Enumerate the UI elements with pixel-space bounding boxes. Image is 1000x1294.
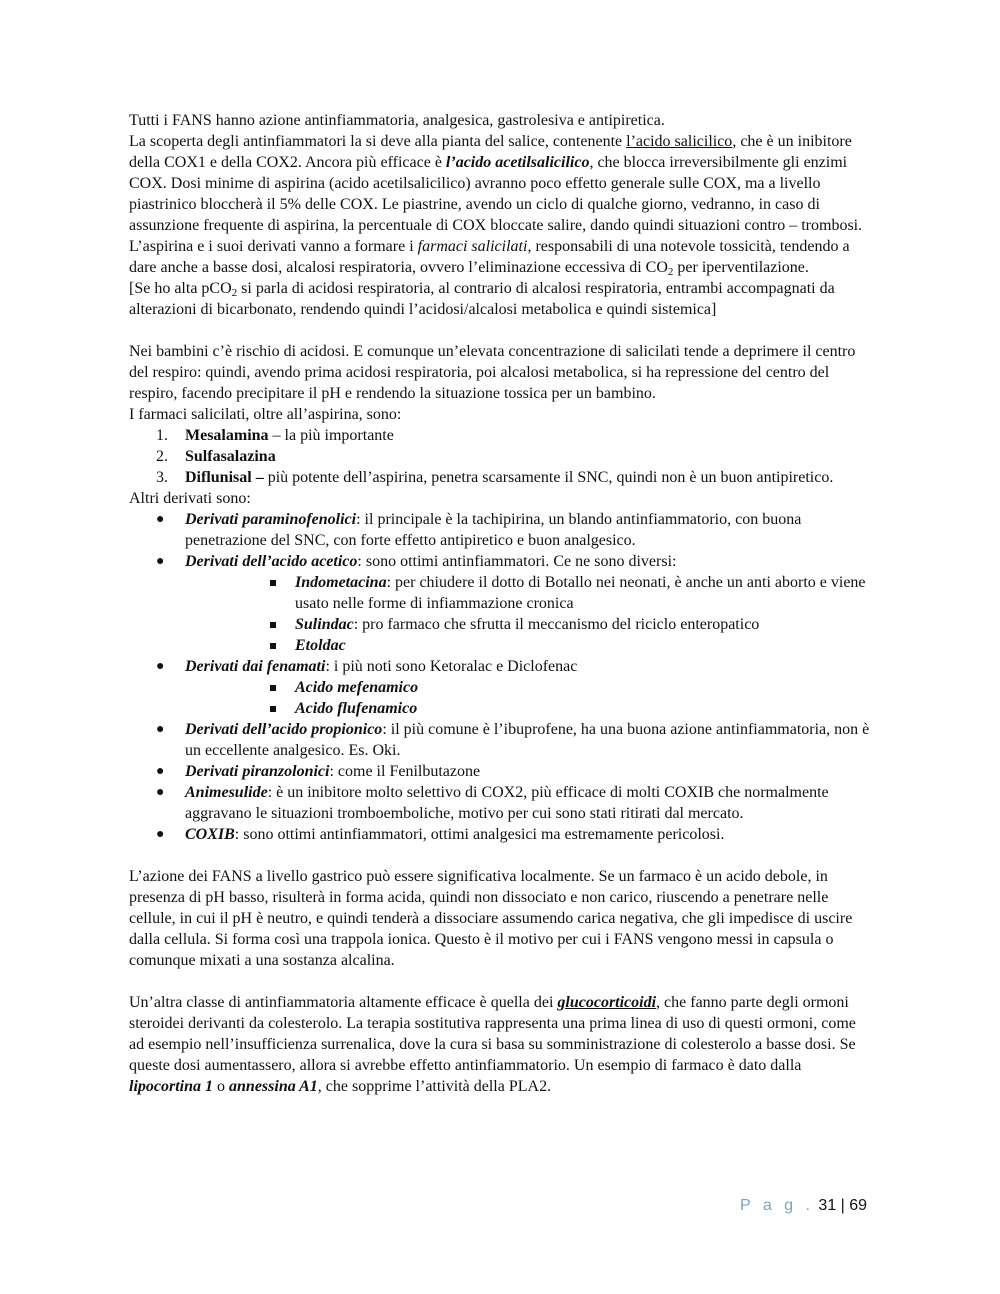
term-annessina: annessina A1 xyxy=(229,1078,318,1095)
list-item: 3. Diflunisal – più potente dell’aspirina, penetra scarsamente il SNC, quindi non è un buon antipiretico. xyxy=(156,469,834,486)
sublist-fenamati xyxy=(129,677,874,719)
bullet-list-derivati xyxy=(129,509,874,572)
list-item: ● Derivati paraminofenolici: il principale è la tachipirina, un blando antinfiammatorio, con buona penetrazione del SNC, con forte effetto antipiretico e buon analgesico. xyxy=(156,511,802,549)
term-farmaci-salicilati: farmaci salicilati xyxy=(417,238,528,255)
line-fans-actions: Tutti i FANS hanno azione antinfiammatoria, analgesica, gastrolesiva e antipiretica. xyxy=(129,112,665,129)
term-acido-acetilsalicilico: l’acido acetilsalicilico xyxy=(445,154,590,171)
page-content xyxy=(129,110,874,1097)
list-item: Etoldac xyxy=(129,635,874,656)
paragraph-pco2-note: [Se ho alta pCO$_2$ si parla di acidosi respiratoria, al contrario di alcalosi respiratoria, entrambi accompagnati da alterazioni di bicarbonato, rendendo quindi l’acidosi/alcalosi metabolica e quindi sistemica] xyxy=(129,280,835,318)
list-item: Indometacina: per chiudere il dotto di Botallo nei neonati, è anche un anti aborto e viene usato nelle forme di infiammazione cronica xyxy=(129,572,874,614)
page-separator: | xyxy=(840,1197,845,1214)
bullet-icon: ● xyxy=(156,827,165,842)
list-item: ● Derivati dai fenamati: i più noti sono Ketoralac e Diclofenac xyxy=(156,658,578,675)
paragraph-fans-intro xyxy=(129,110,874,320)
bullet-icon: ● xyxy=(156,785,165,800)
underlined-acido-salicilico: l’acido salicilico xyxy=(626,133,733,150)
bullet-icon: ● xyxy=(156,722,165,737)
list-item: ● Derivati dell’acido propionico: il più comune è l’ibuprofene, ha una buona azione antinfiammatoria, non è un eccellente analgesico. Es. Oki. xyxy=(156,721,870,759)
page-number: 31 xyxy=(818,1197,837,1214)
list-item: Acido flufenamico xyxy=(129,698,874,719)
list-item: ● Derivati dell’acido acetico: sono ottimi antinfiammatori. Ce ne sono diversi: xyxy=(156,553,677,570)
list-item: 2. Sulfasalazina xyxy=(156,448,276,465)
list-item: ● Animesulide: è un inibitore molto selettivo di COX2, più efficace di molti COXIB che normalmente aggravano le situazioni tromboemboliche, motivo per cui sono stati ritirati dal mercato. xyxy=(156,784,829,822)
paragraph-glucocorticoidi: Un’altra classe di antinfiammatoria altamente efficace è quella dei glucocorticoidi, che fanno parte degli ormoni steroidei derivanti da colesterolo. La terapia sostitutiva rappresenta una prima linea di uso di questi ormoni, come ad esempio nell’insufficienza surrenalica, dove la cura si basa su somministrazione di colesterolo a basse dosi. Se queste dosi aumentassero, allora si avrebbe effetto antinfiammatorio. Un esempio di farmaco è dato dalla lipocortina 1 o annessina A1, che sopprime l’attività della PLA2. xyxy=(129,994,856,1095)
page-label: P a g . xyxy=(740,1197,814,1214)
altri-derivati-intro: Altri derivati sono: xyxy=(129,490,251,507)
salicilati-intro: I farmaci salicilati, oltre all’aspirina, sono: xyxy=(129,406,402,423)
paragraph-azione-gastrica: L’azione dei FANS a livello gastrico può essere significativa localmente. Se un farmaco è un acido debole, in presenza di pH basso, risulterà in forma acida, quindi non dissociato e non carico, riuscendo a penetrare nelle cellule, in cui il pH è neutro, e quindi tenderà a dissociare assumendo carica negativa, che gli impedisce di uscire dalla cellula. Si forma così una trappola ionica. Questo è il motivo per cui i FANS vengono messi in capsula o comunque mixati a una sostanza alcalina. xyxy=(129,868,853,969)
list-item: ● Derivati piranzolonici: come il Fenilbutazone xyxy=(156,763,481,780)
bullet-icon: ● xyxy=(156,659,165,674)
square-bullet-icon xyxy=(270,622,276,628)
page-total: 69 xyxy=(849,1197,868,1214)
square-bullet-icon xyxy=(270,643,276,649)
bullet-icon: ● xyxy=(156,764,165,779)
list-item: Acido mefenamico xyxy=(129,677,874,698)
term-glucocorticoidi: glucocorticoidi xyxy=(557,994,657,1011)
list-item: ● COXIB: sono ottimi antinfiammatori, ottimi analgesici ma estremamente pericolosi. xyxy=(156,826,725,843)
square-bullet-icon xyxy=(270,580,276,586)
page-footer xyxy=(740,1195,867,1216)
paragraph-bambini: Nei bambini c’è rischio di acidosi. E comunque un’elevata concentrazione di salicilati tende a deprimere il centro del respiro: quindi, avendo prima acidosi respiratoria, poi alcalosi metabolica, si ha repressione del centro del respiro, facendo precipitare il pH e rendendo la situazione tossica per un bambino. xyxy=(129,343,856,402)
list-item: 1. Mesalamina – la più importante xyxy=(156,427,394,444)
list-item: Sulindac: pro farmaco che sfrutta il meccanismo del riciclo enteropatico xyxy=(129,614,874,635)
paragraph-aspirina: L’aspirina e i suoi derivati vanno a formare i farmaci salicilati, responsabili di una notevole tossicità, tendendo a dare anche a basse dosi, alcalosi respiratoria, ovvero l’eliminazione eccessiva di $CO_2$ per iperventilazione. xyxy=(129,238,850,278)
square-bullet-icon xyxy=(270,685,276,691)
bullet-icon: ● xyxy=(156,512,165,527)
sublist-acido-acetico xyxy=(129,572,874,656)
paragraph-salicilico: La scoperta degli antinfiammatori la si deve alla pianta del salice, contenente l’acido salicilico, che è un inibitore della COX1 e della COX2. Ancora più efficace è l’acido acetilsalicilico, che blocca irreversibilmente gli enzimi COX. Dosi minime di aspirina (acido acetilsalicilico) avranno poco effetto generale sulle COX, ma a livello piastrinico bloccherà il 5% delle COX. Le piastrine, avendo un ciclo di qualche giorno, vedranno, in caso di assunzione frequente di aspirina, la percentuale di COX bloccate salire, dando quindi situazioni contro – trombosi. xyxy=(129,133,863,234)
term-lipocortina: lipocortina 1 xyxy=(129,1078,214,1095)
bullet-icon: ● xyxy=(156,554,165,569)
square-bullet-icon xyxy=(270,706,276,712)
numbered-list-salicilati xyxy=(129,425,874,488)
